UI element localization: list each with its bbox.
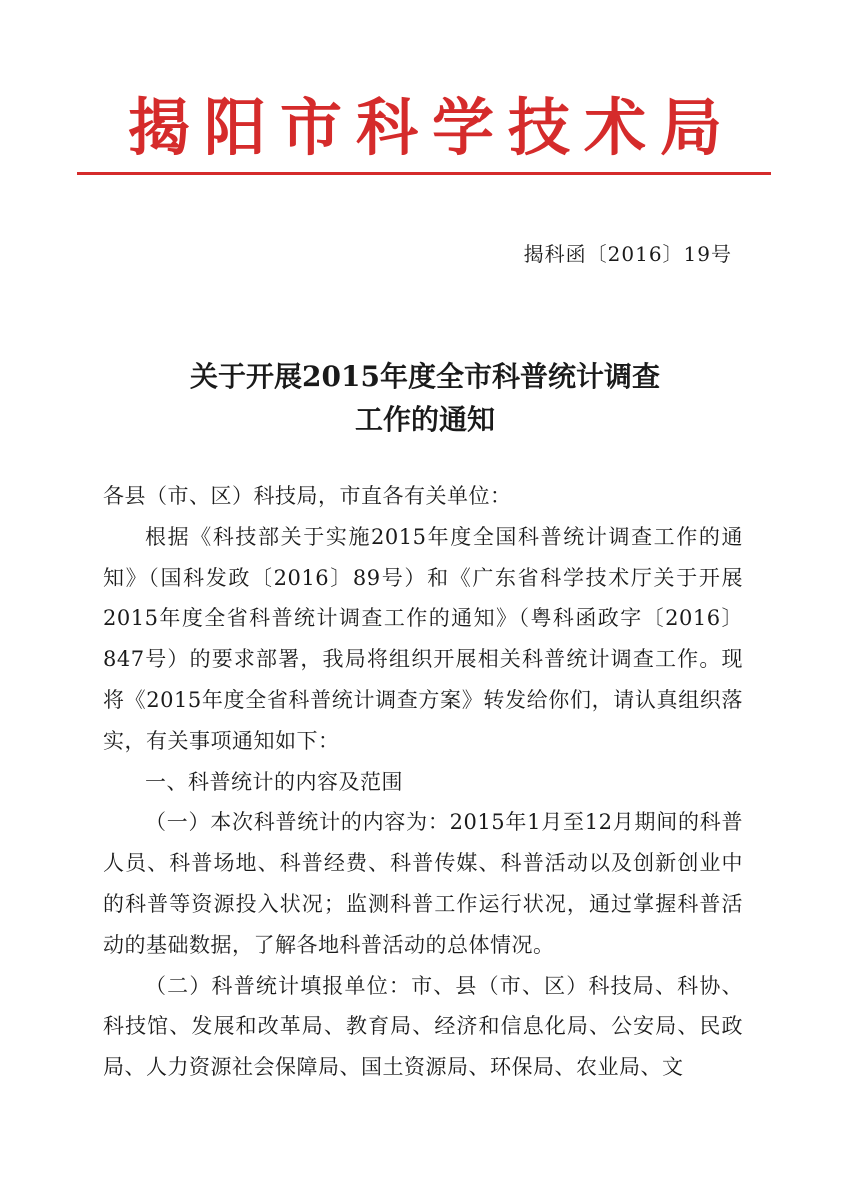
title-line-1: 关于开展2015年度全市科普统计调查 [190, 360, 660, 393]
section-heading-1: 一、科普统计的内容及范围 [145, 769, 403, 794]
title-line-2: 工作的通知 [354, 403, 495, 436]
organization-header: 揭阳市科学技术局 [127, 91, 736, 164]
paragraph-item-2: （二）科普统计填报单位：市、县（市、区）科技局、科协、科技馆、发展和改革局、教育局、经济和信息化局、公安局、民政局、人力资源社会保障局、国土资源局、环保局、农业局、文 [103, 973, 743, 1080]
document-number: 揭科函〔2016〕19号 [523, 242, 732, 266]
paragraph-item-1: （一）本次科普统计的内容为：2015年1月至12月期间的科普人员、科普场地、科普经费、科普传媒、科普活动以及创新创业中的科普等资源投入状况；监测科普工作运行状况，通过掌握科普活动的基础数据，了解各地科普活动的总体情况。 [103, 810, 743, 957]
header-red-rule [77, 172, 771, 175]
salutation: 各县（市、区）科技局，市直各有关单位： [103, 484, 512, 508]
document-body [103, 476, 743, 1088]
paragraph-intro: 根据《科技部关于实施2015年度全国科普统计调查工作的通知》（国科发政〔2016〕89号）和《广东省科学技术厅关于开展2015年度全省科普统计调查工作的通知》（粤科函政字〔2016〕847号）的要求部署，我局将组织开展相关科普统计调查工作。现将《2015年度全省科普统计调查方案》转发给你们，请认真组织落实，有关事项通知如下： [103, 524, 743, 753]
document-title [0, 355, 850, 441]
